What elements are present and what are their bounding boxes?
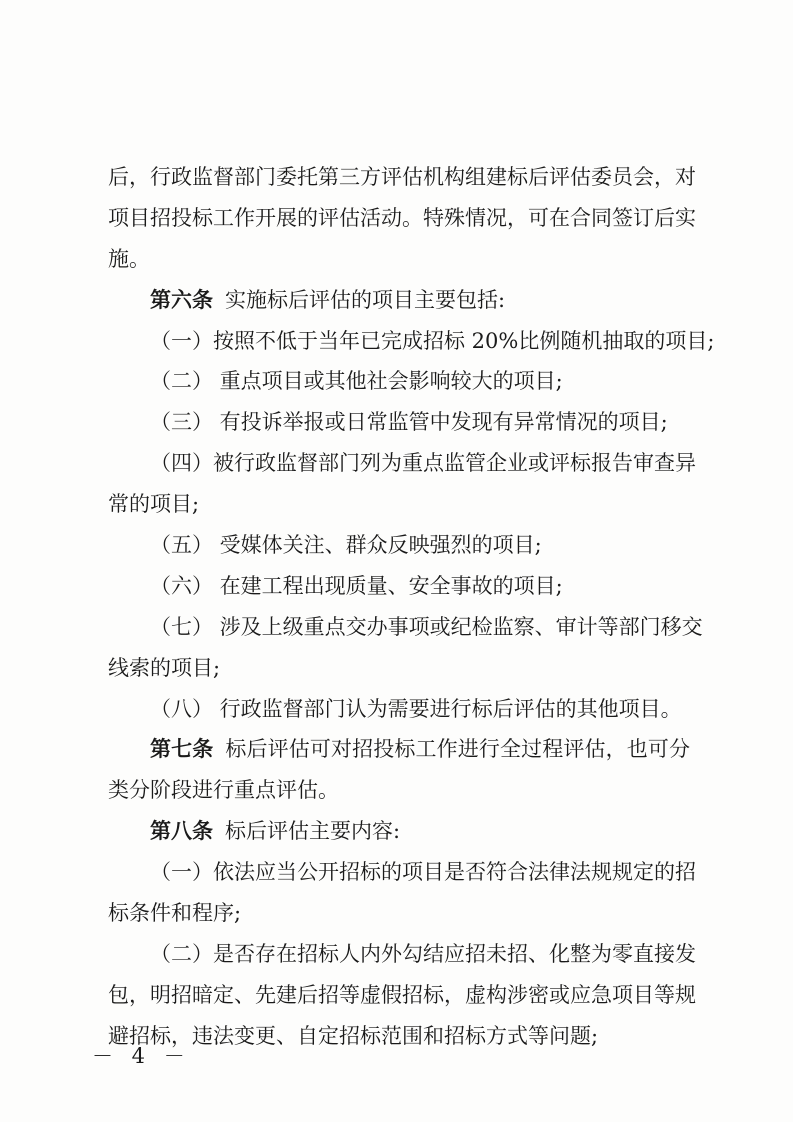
article-6-intro: 实施标后评估的项目主要包括: xyxy=(225,287,506,312)
paragraph-line: 项目招投标工作开展的评估活动。特殊情况，可在合同签订后实 xyxy=(108,205,696,230)
article-6-item-3: （三） 有投诉举报或日常监管中发现有异常情况的项目; xyxy=(150,410,668,435)
article-6-item-4: （四）被行政监督部门列为重点监管企业或评标报告审查异 xyxy=(150,451,696,476)
article-6-heading: 第六条 xyxy=(150,287,213,312)
article-8-item-1: （一）依法应当公开招标的项目是否符合法律法规规定的招 xyxy=(150,860,696,885)
article-8-item-2: （二）是否存在招标人内外勾结应招未招、化整为零直接发 xyxy=(150,941,696,966)
article-6-item-7-cont: 线索的项目; xyxy=(108,655,221,680)
article-7-text: 标后评估可对招投标工作进行全过程评估，也可分 xyxy=(225,737,690,762)
article-6-item-8: （八） 行政监督部门认为需要进行标后评估的其他项目。 xyxy=(150,696,682,721)
article-7-text-cont: 类分阶段进行重点评估。 xyxy=(108,778,339,803)
article-8-heading-line xyxy=(108,811,690,852)
article-6-item-6: （六） 在建工程出现质量、安全事故的项目; xyxy=(150,573,563,598)
article-8-heading: 第八条 xyxy=(150,819,213,844)
page-number: － 4 － xyxy=(92,1044,191,1068)
paragraph-line: 施。 xyxy=(108,246,150,271)
article-6-item-4-cont: 常的项目; xyxy=(108,492,200,517)
article-7-heading-line xyxy=(108,729,690,770)
document-body xyxy=(108,157,715,1057)
article-8-item-2-cont: 包，明招暗定、先建后招等虚假招标，虚构涉密或应急项目等规 xyxy=(108,982,696,1007)
article-6-item-2: （二） 重点项目或其他社会影响较大的项目; xyxy=(150,369,563,394)
article-8-item-2-cont: 避招标，违法变更、自定招标范围和招标方式等问题; xyxy=(108,1023,599,1048)
paragraph-line: 后，行政监督部门委托第三方评估机构组建标后评估委员会，对 xyxy=(108,165,696,189)
article-6-heading-line xyxy=(108,280,690,321)
article-7-heading: 第七条 xyxy=(150,737,214,762)
article-6-item-1: （一）按照不低于当年已完成招标 20%比例随机抽取的项目; xyxy=(150,328,715,353)
article-8-item-1-cont: 标条件和程序; xyxy=(108,901,242,926)
article-6-item-7: （七） 涉及上级重点交办事项或纪检监察、审计等部门移交 xyxy=(150,614,703,639)
article-8-intro: 标后评估主要内容: xyxy=(225,819,401,844)
article-6-item-5: （五） 受媒体关注、群众反映强烈的项目; xyxy=(150,533,542,558)
